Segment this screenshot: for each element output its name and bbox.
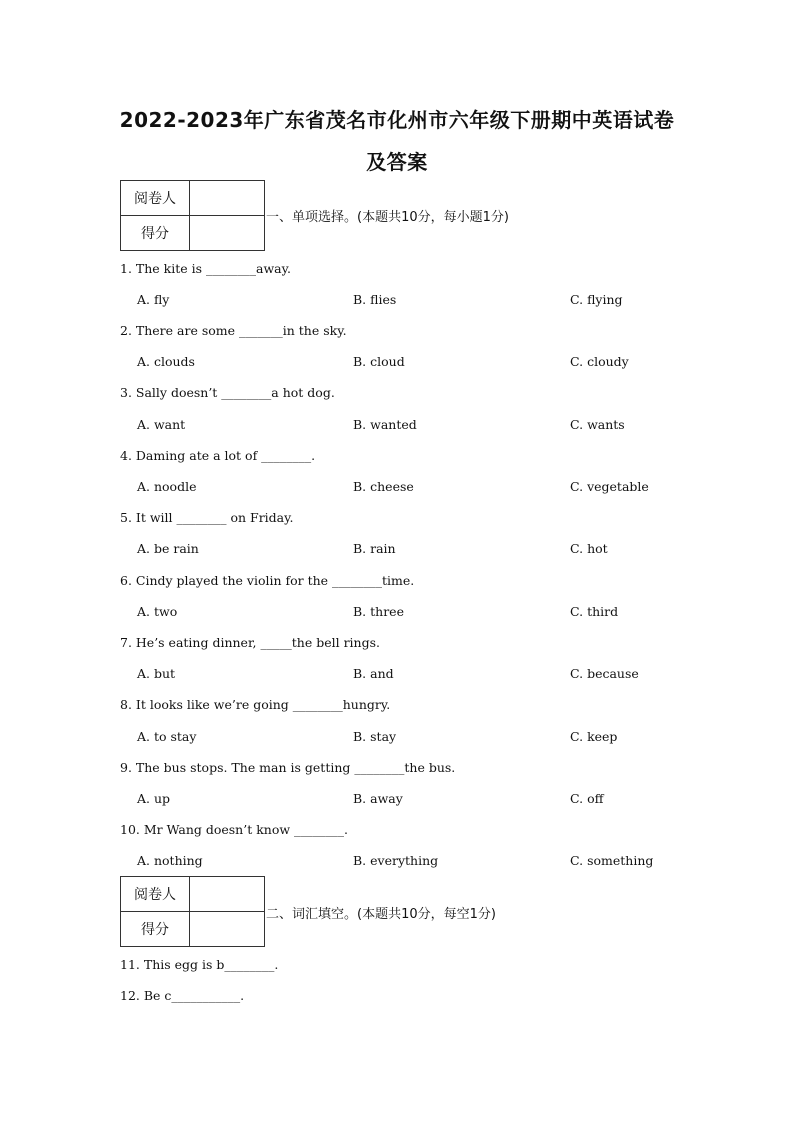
question-1: 1. The kite is ________away.: [120, 261, 291, 276]
option-5b: B. rain: [353, 541, 396, 556]
question-4: 4. Daming ate a lot of ________.: [120, 448, 316, 463]
option-4c: C. vegetable: [570, 479, 649, 494]
option-3a: A. want: [137, 417, 186, 432]
option-10c: C. something: [570, 853, 654, 868]
option-2b: B. cloud: [353, 354, 405, 369]
option-1b: B. flies: [353, 292, 397, 307]
option-8b: B. stay: [353, 729, 397, 744]
option-9a: A. up: [137, 791, 171, 806]
option-10b: B. everything: [353, 853, 439, 868]
option-2c: C. cloudy: [570, 354, 629, 369]
doc-title-line-2: 及答案: [366, 150, 428, 174]
option-6a: A. two: [137, 604, 178, 619]
section-2-heading: 二、词汇填空。(本题共10分，每空1分): [266, 907, 496, 922]
option-4a: A. noodle: [137, 479, 197, 494]
section-1-heading: 一、单项选择。(本题共10分，每小题1分): [266, 210, 509, 225]
option-3c: C. wants: [570, 417, 625, 432]
doc-title-line-1: 2022-2023年广东省茂名市化州市六年级下册期中英语试卷: [119, 108, 675, 132]
option-7a: A. but: [137, 666, 176, 681]
reviewer-label: 阅卷人: [121, 877, 190, 912]
reviewer-cell: [190, 181, 265, 216]
option-3b: B. wanted: [353, 417, 417, 432]
score-label: 得分: [121, 216, 190, 251]
option-8a: A. to stay: [137, 729, 197, 744]
option-4b: B. cheese: [353, 479, 414, 494]
reviewer-label: 阅卷人: [121, 181, 190, 216]
score-cell: [190, 216, 265, 251]
score-cell: [190, 912, 265, 947]
option-1a: A. fly: [137, 292, 170, 307]
question-5: 5. It will ________ on Friday.: [120, 510, 294, 525]
reviewer-cell: [190, 877, 265, 912]
option-2a: A. clouds: [137, 354, 195, 369]
question-6: 6. Cindy played the violin for the ________time.: [120, 573, 415, 588]
question-9: 9. The bus stops. The man is getting ________the bus.: [120, 760, 456, 775]
question-7: 7. He’s eating dinner, _____the bell rings.: [120, 635, 380, 650]
question-8: 8. It looks like we’re going ________hungry.: [120, 697, 391, 712]
option-7b: B. and: [353, 666, 394, 681]
option-6b: B. three: [353, 604, 404, 619]
option-5a: A. be rain: [137, 541, 199, 556]
grader-table-2: [120, 876, 265, 947]
option-8c: C. keep: [570, 729, 618, 744]
option-1c: C. flying: [570, 292, 623, 307]
option-5c: C. hot: [570, 541, 608, 556]
grader-table-1: [120, 180, 265, 251]
question-11: 11. This egg is b________.: [120, 957, 279, 972]
option-9b: B. away: [353, 791, 403, 806]
score-label: 得分: [121, 912, 190, 947]
question-3: 3. Sally doesn’t ________a hot dog.: [120, 385, 335, 400]
question-10: 10. Mr Wang doesn’t know ________.: [120, 822, 348, 837]
option-6c: C. third: [570, 604, 619, 619]
option-10a: A. nothing: [137, 853, 203, 868]
option-7c: C. because: [570, 666, 639, 681]
question-2: 2. There are some _______in the sky.: [120, 323, 347, 338]
option-9c: C. off: [570, 791, 604, 806]
question-12: 12. Be c___________.: [120, 988, 245, 1003]
